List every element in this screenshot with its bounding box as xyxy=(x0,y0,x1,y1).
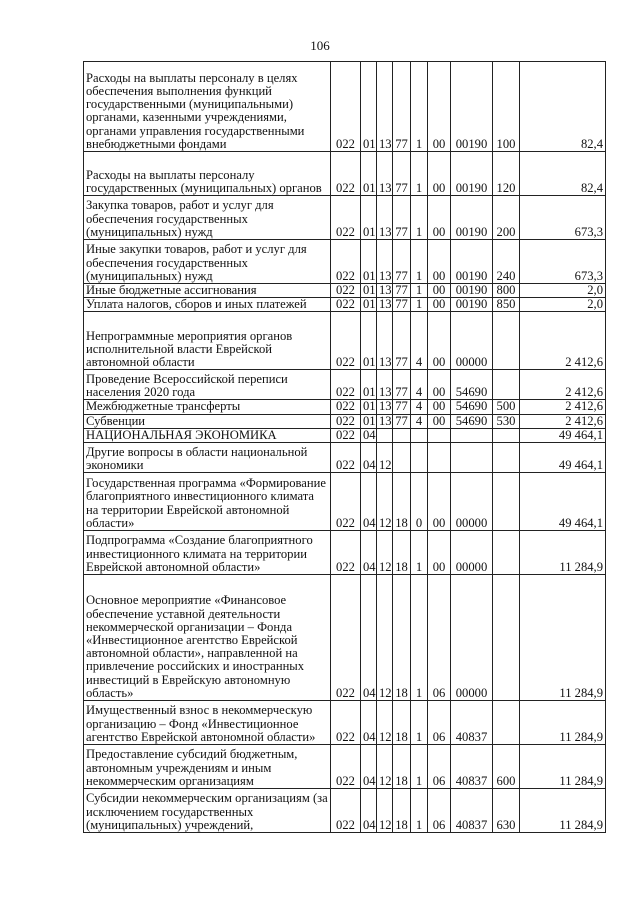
row-section-code: 01 xyxy=(361,312,377,370)
row-section-code: 04 xyxy=(361,575,377,701)
row-subprogram-code xyxy=(411,443,428,473)
row-ved-code: 022 xyxy=(331,575,361,701)
row-expense-type-code xyxy=(493,428,520,442)
table-row xyxy=(84,298,606,312)
row-direction-code: 40837 xyxy=(451,789,493,833)
row-subprogram-code: 4 xyxy=(411,400,428,414)
row-expense-type-code: 630 xyxy=(493,789,520,833)
row-event-code: 00 xyxy=(428,414,451,428)
table-row xyxy=(84,196,606,240)
row-subsection-code: 12 xyxy=(377,531,393,575)
row-event-code: 00 xyxy=(428,196,451,240)
row-subsection-code: 12 xyxy=(377,443,393,473)
row-subsection-code: 13 xyxy=(377,414,393,428)
row-section-code: 04 xyxy=(361,428,377,442)
table-row xyxy=(84,152,606,196)
table-row xyxy=(84,400,606,414)
row-direction-code: 00000 xyxy=(451,312,493,370)
row-event-code xyxy=(428,443,451,473)
row-subprogram-code: 1 xyxy=(411,745,428,789)
row-program-code: 77 xyxy=(393,284,411,298)
row-amount: 49 464,1 xyxy=(520,473,606,531)
row-program-code: 77 xyxy=(393,152,411,196)
row-name: Основное мероприятие «Финансовое обеспечение уставной деятельности некоммерческой организации – Фонда «Инвестиционное агентство Еврейской автономной области», направленной на привлечение российских и иностранных инвестиций в Еврейскую автономную область» xyxy=(84,575,331,701)
row-subsection-code xyxy=(377,428,393,442)
row-section-code: 01 xyxy=(361,284,377,298)
row-ved-code: 022 xyxy=(331,443,361,473)
row-subprogram-code: 1 xyxy=(411,152,428,196)
row-subsection-code: 12 xyxy=(377,789,393,833)
row-direction-code xyxy=(451,428,493,442)
row-event-code: 06 xyxy=(428,575,451,701)
row-expense-type-code xyxy=(493,575,520,701)
row-amount: 49 464,1 xyxy=(520,428,606,442)
row-section-code: 01 xyxy=(361,62,377,152)
row-amount: 11 284,9 xyxy=(520,701,606,745)
row-expense-type-code xyxy=(493,443,520,473)
table-row xyxy=(84,414,606,428)
row-name: Расходы на выплаты персоналу государственных (муниципальных) органов xyxy=(84,152,331,196)
row-amount: 11 284,9 xyxy=(520,531,606,575)
table-row xyxy=(84,428,606,442)
row-section-code: 01 xyxy=(361,414,377,428)
row-event-code: 06 xyxy=(428,745,451,789)
row-subprogram-code: 1 xyxy=(411,531,428,575)
row-direction-code: 54690 xyxy=(451,370,493,400)
row-amount: 11 284,9 xyxy=(520,745,606,789)
row-section-code: 01 xyxy=(361,298,377,312)
row-direction-code: 00190 xyxy=(451,298,493,312)
table-row xyxy=(84,312,606,370)
row-event-code: 00 xyxy=(428,284,451,298)
row-direction-code: 54690 xyxy=(451,400,493,414)
table-row xyxy=(84,443,606,473)
row-program-code: 77 xyxy=(393,240,411,284)
row-ved-code: 022 xyxy=(331,196,361,240)
row-direction-code: 00000 xyxy=(451,473,493,531)
row-amount: 82,4 xyxy=(520,152,606,196)
row-expense-type-code xyxy=(493,473,520,531)
row-expense-type-code: 850 xyxy=(493,298,520,312)
row-expense-type-code xyxy=(493,701,520,745)
row-subsection-code: 13 xyxy=(377,62,393,152)
row-direction-code: 40837 xyxy=(451,701,493,745)
row-name: Иные бюджетные ассигнования xyxy=(84,284,331,298)
row-ved-code: 022 xyxy=(331,240,361,284)
row-name: Субвенции xyxy=(84,414,331,428)
row-program-code: 77 xyxy=(393,196,411,240)
row-program-code: 77 xyxy=(393,400,411,414)
row-event-code: 00 xyxy=(428,400,451,414)
row-section-code: 04 xyxy=(361,473,377,531)
row-subsection-code: 13 xyxy=(377,312,393,370)
row-amount: 11 284,9 xyxy=(520,575,606,701)
row-section-code: 01 xyxy=(361,240,377,284)
row-amount: 2 412,6 xyxy=(520,414,606,428)
row-amount: 2,0 xyxy=(520,298,606,312)
table-row xyxy=(84,531,606,575)
row-event-code: 06 xyxy=(428,701,451,745)
row-program-code xyxy=(393,443,411,473)
table-row xyxy=(84,473,606,531)
row-event-code: 00 xyxy=(428,531,451,575)
row-ved-code: 022 xyxy=(331,701,361,745)
row-amount: 11 284,9 xyxy=(520,789,606,833)
row-name: Закупка товаров, работ и услуг для обеспечения государственных (муниципальных) нужд xyxy=(84,196,331,240)
row-event-code: 00 xyxy=(428,240,451,284)
row-direction-code xyxy=(451,443,493,473)
row-program-code: 77 xyxy=(393,370,411,400)
row-subsection-code: 13 xyxy=(377,298,393,312)
row-section-code: 01 xyxy=(361,196,377,240)
row-section-code: 04 xyxy=(361,443,377,473)
row-program-code: 77 xyxy=(393,414,411,428)
row-direction-code: 00190 xyxy=(451,240,493,284)
row-expense-type-code: 800 xyxy=(493,284,520,298)
row-event-code: 00 xyxy=(428,473,451,531)
row-event-code: 00 xyxy=(428,370,451,400)
row-program-code: 18 xyxy=(393,473,411,531)
row-name: Иные закупки товаров, работ и услуг для обеспечения государственных (муниципальных) нужд xyxy=(84,240,331,284)
row-name: Проведение Всероссийской переписи населения 2020 года xyxy=(84,370,331,400)
row-subprogram-code: 1 xyxy=(411,575,428,701)
row-subsection-code: 12 xyxy=(377,745,393,789)
row-section-code: 04 xyxy=(361,745,377,789)
row-section-code: 01 xyxy=(361,370,377,400)
row-event-code: 00 xyxy=(428,312,451,370)
table-row xyxy=(84,789,606,833)
table-row xyxy=(84,240,606,284)
row-ved-code: 022 xyxy=(331,531,361,575)
row-subsection-code: 13 xyxy=(377,152,393,196)
page-number: 106 xyxy=(310,38,330,53)
row-program-code: 18 xyxy=(393,745,411,789)
row-section-code: 04 xyxy=(361,531,377,575)
row-program-code: 77 xyxy=(393,62,411,152)
row-amount: 49 464,1 xyxy=(520,443,606,473)
budget-table xyxy=(83,61,606,833)
row-direction-code: 00000 xyxy=(451,575,493,701)
row-section-code: 04 xyxy=(361,789,377,833)
row-section-code: 04 xyxy=(361,701,377,745)
row-subprogram-code: 1 xyxy=(411,196,428,240)
row-ved-code: 022 xyxy=(331,473,361,531)
row-subprogram-code xyxy=(411,428,428,442)
row-ved-code: 022 xyxy=(331,428,361,442)
row-amount: 2,0 xyxy=(520,284,606,298)
row-direction-code: 54690 xyxy=(451,414,493,428)
row-ved-code: 022 xyxy=(331,789,361,833)
row-subprogram-code: 0 xyxy=(411,473,428,531)
table-row xyxy=(84,62,606,152)
row-subprogram-code: 1 xyxy=(411,701,428,745)
row-ved-code: 022 xyxy=(331,400,361,414)
row-event-code xyxy=(428,428,451,442)
table-row xyxy=(84,701,606,745)
row-subprogram-code: 4 xyxy=(411,370,428,400)
row-ved-code: 022 xyxy=(331,298,361,312)
row-name: Имущественный взнос в некоммерческую организацию – Фонд «Инвестиционное агентство Еврейской автономной области» xyxy=(84,701,331,745)
row-subsection-code: 13 xyxy=(377,240,393,284)
row-subprogram-code: 4 xyxy=(411,414,428,428)
row-program-code xyxy=(393,428,411,442)
row-program-code: 18 xyxy=(393,701,411,745)
row-direction-code: 00190 xyxy=(451,196,493,240)
row-program-code: 18 xyxy=(393,531,411,575)
row-amount: 673,3 xyxy=(520,196,606,240)
row-subsection-code: 12 xyxy=(377,473,393,531)
table-row xyxy=(84,284,606,298)
row-ved-code: 022 xyxy=(331,62,361,152)
row-expense-type-code: 530 xyxy=(493,414,520,428)
row-event-code: 00 xyxy=(428,152,451,196)
budget-table-body xyxy=(84,62,606,833)
row-name: Непрограммные мероприятия органов исполнительной власти Еврейской автономной области xyxy=(84,312,331,370)
row-name: Уплата налогов, сборов и иных платежей xyxy=(84,298,331,312)
row-event-code: 00 xyxy=(428,298,451,312)
table-row xyxy=(84,575,606,701)
row-ved-code: 022 xyxy=(331,284,361,298)
row-name: Расходы на выплаты персоналу в целях обеспечения выполнения функций государственными (муниципальными) органами, казенными учреждениями, органами управления государственными внебюджетными фондами xyxy=(84,62,331,152)
row-subsection-code: 13 xyxy=(377,400,393,414)
row-name: Субсидии некоммерческим организациям (за исключением государственных (муниципальных) учреждений, xyxy=(84,789,331,833)
row-expense-type-code xyxy=(493,531,520,575)
row-program-code: 77 xyxy=(393,312,411,370)
row-event-code: 00 xyxy=(428,62,451,152)
row-name: Подпрограмма «Создание благоприятного инвестиционного климата на территории Еврейской автономной области» xyxy=(84,531,331,575)
row-expense-type-code: 100 xyxy=(493,62,520,152)
row-direction-code: 00190 xyxy=(451,284,493,298)
row-ved-code: 022 xyxy=(331,152,361,196)
row-subprogram-code: 1 xyxy=(411,240,428,284)
row-subsection-code: 12 xyxy=(377,701,393,745)
row-name: Предоставление субсидий бюджетным, автономным учреждениям и иным некоммерческим организациям xyxy=(84,745,331,789)
row-ved-code: 022 xyxy=(331,745,361,789)
row-direction-code: 00190 xyxy=(451,62,493,152)
row-subprogram-code: 1 xyxy=(411,284,428,298)
row-subprogram-code: 1 xyxy=(411,298,428,312)
row-subprogram-code: 1 xyxy=(411,62,428,152)
row-section-code: 01 xyxy=(361,152,377,196)
row-name: Межбюджетные трансферты xyxy=(84,400,331,414)
row-expense-type-code: 500 xyxy=(493,400,520,414)
row-subsection-code: 12 xyxy=(377,575,393,701)
row-direction-code: 00000 xyxy=(451,531,493,575)
row-expense-type-code: 240 xyxy=(493,240,520,284)
table-row xyxy=(84,745,606,789)
row-expense-type-code: 200 xyxy=(493,196,520,240)
row-amount: 673,3 xyxy=(520,240,606,284)
table-row xyxy=(84,370,606,400)
row-subsection-code: 13 xyxy=(377,370,393,400)
row-event-code: 06 xyxy=(428,789,451,833)
row-name: Другие вопросы в области национальной экономики xyxy=(84,443,331,473)
row-expense-type-code: 600 xyxy=(493,745,520,789)
row-expense-type-code xyxy=(493,370,520,400)
row-amount: 82,4 xyxy=(520,62,606,152)
row-name: Государственная программа «Формирование благоприятного инвестиционного климата на территории Еврейской автономной области» xyxy=(84,473,331,531)
row-ved-code: 022 xyxy=(331,414,361,428)
row-program-code: 18 xyxy=(393,575,411,701)
row-amount: 2 412,6 xyxy=(520,400,606,414)
row-section-code: 01 xyxy=(361,400,377,414)
row-subsection-code: 13 xyxy=(377,284,393,298)
row-ved-code: 022 xyxy=(331,370,361,400)
row-subprogram-code: 4 xyxy=(411,312,428,370)
row-ved-code: 022 xyxy=(331,312,361,370)
row-program-code: 18 xyxy=(393,789,411,833)
row-amount: 2 412,6 xyxy=(520,370,606,400)
row-name: НАЦИОНАЛЬНАЯ ЭКОНОМИКА xyxy=(84,428,331,442)
row-subprogram-code: 1 xyxy=(411,789,428,833)
row-expense-type-code: 120 xyxy=(493,152,520,196)
row-amount: 2 412,6 xyxy=(520,312,606,370)
row-direction-code: 40837 xyxy=(451,745,493,789)
row-program-code: 77 xyxy=(393,298,411,312)
row-direction-code: 00190 xyxy=(451,152,493,196)
row-expense-type-code xyxy=(493,312,520,370)
row-subsection-code: 13 xyxy=(377,196,393,240)
